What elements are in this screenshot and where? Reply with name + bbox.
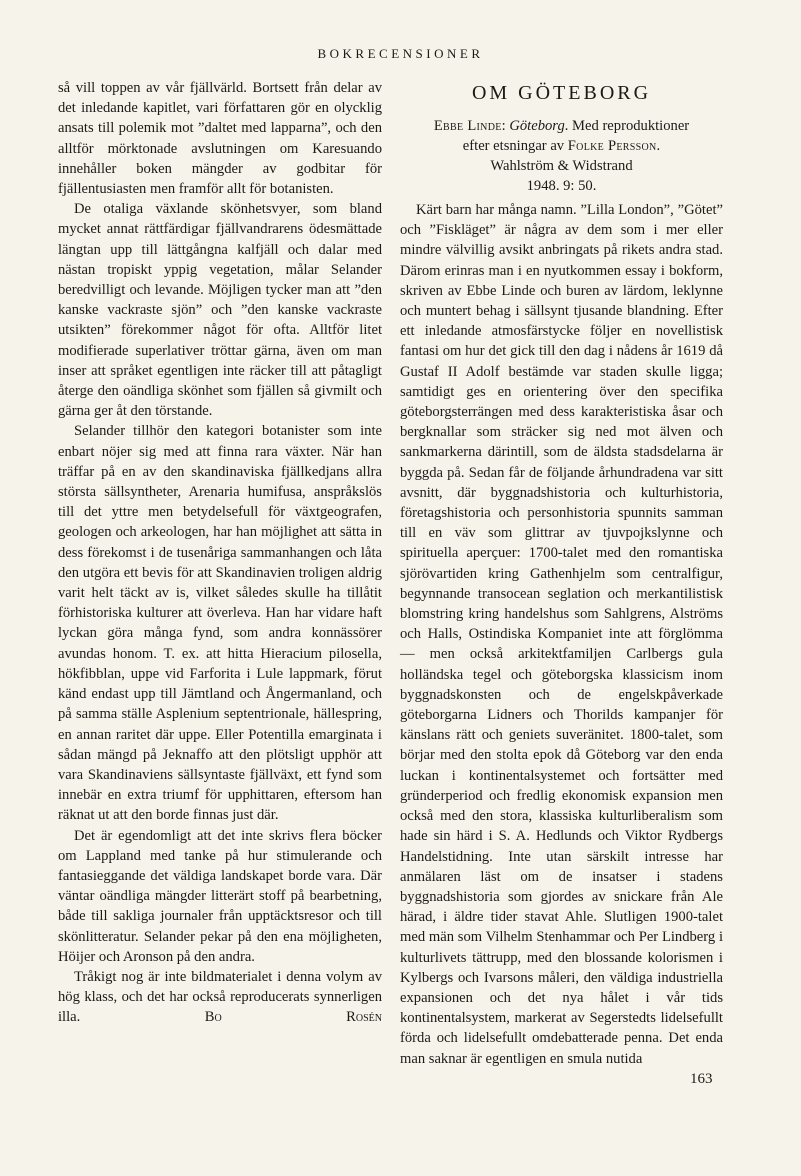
citation-author: Ebbe Linde: [433, 118, 502, 134]
citation-publisher: Wahlström & Widstrand: [490, 158, 633, 174]
citation-line1: . Med reproduktioner: [564, 118, 690, 134]
citation-artist: Folke Persson: [567, 138, 657, 154]
right-column: [400, 78, 723, 1069]
review-paragraph: så vill toppen av vår fjällvärld. Bortsett från delar av det inledande kapitlet, vari författaren gör en olycklig ansats till polemik mot ”daltet med lapparna”, och den alltför mörktonade avslutningen om Karesuando innehåller boken mängder av godbitar för fjällentusiasten men framför allt för botanisten.: [58, 80, 382, 198]
citation-book-title: Göteborg: [509, 118, 565, 134]
review-paragraph: De otaliga växlande skönhetsvyer, som bland mycket annat rättfärdigar fjällvandrarens ödesmättade längtan upp till lättgångna kalfjäll och dalar med nästan tropiskt yppig vegetation, målar Selander beredvilligt och levande. Möjligen tycker man att ”den kanske vackraste sjön” och ”den kanske vackraste utsikten” förekommer något för ofta. Alltför litet modifierade superlativer tröttar gärna, även om man inser att språket egentligen inte räcker till att påtagligt återge den oändliga skönhet som fjällen så givmilt och gärna ger åt den törstande.: [58, 201, 382, 420]
running-head: BOKRECENSIONER: [317, 46, 484, 61]
book-citation: Ebbe Linde: Göteborg. Med reproduktioner efter etsningar av Folke Persson. Wahlström & Widstrand 1948. 9: 50.: [433, 118, 690, 194]
citation-year-price: 1948. 9: 50.: [526, 178, 597, 194]
review-paragraph: Det är egendomligt att det inte skrivs flera böcker om Lappland med tanke på hur stimulerande och fantasieggande det väldiga landskapet borde vara. Där väntar oändliga mängder litterärt stoff på bearbetning, både till sakliga journaler från upptäcktsresor och till skönlitteratur. Selander pekar på den ena möjligheten, Höijer och Aronson på den andra.: [58, 827, 382, 965]
closing-paragraph: [58, 967, 382, 1028]
page-number: 163: [690, 1071, 713, 1087]
review-title: OM GÖTEBORG: [471, 82, 652, 104]
citation-line2-pre: efter etsningar av: [462, 138, 568, 154]
reviewer-signature: Bo Rosén: [204, 1009, 382, 1026]
closing-text: Tråkigt nog är inte bildmaterialet i denna volym av hög klass, och det har också reproducerats synnerligen illa.: [58, 968, 382, 1026]
left-column: [58, 78, 382, 1028]
review-paragraph: Selander tillhör den kategori botanister som inte enbart nöjer sig med att finna rara växter. När han träffar på en av den skandinaviska fjällkedjans allra största sällsyntheter, Arenaria humifusa, anspråkslös till det yttre men betydelsefull för växtgeografen, geologen och arkeologen, har han möjlighet att sätta in dess förekomst i de tusenåriga sammanhangen och låta den utgöra ett bevis för att Skandinavien troligen aldrig varit helt täckt av is, vilket således skulle ha tillåtit förhistoriska kulturer att överleva. Han har vidare haft lyckan göra många fynd, som andra konnässörer avundas honom. T. ex. att hitta Hieracium pilosella, hökfibblan, uppe vid Farforita i Lule lappmark, förut känd endast upp till Jämtland och Ångermanland, och på samma ställe Asplenium septentrionale, hällespring, en annan raritet där uppe. Eller Potentilla emarginata i sådan mängd på Jeknaffo att den plötsligt upphör att vara Skandinaviens sällsyntaste fjällväxt, ett fynd som innebär en extra triumf för upphittaren, eftersom han räknat ut att den borde finnas just där.: [58, 423, 382, 824]
review-body: Kärt barn har många namn. ”Lilla London”, ”Götet” och ”Fiskläget” är några av dem som i mer eller mindre välvillig avsikt anbringats på rikets andra stad. Därom erinras man i en nyutkommen essay i bokform, skriven av Ebbe Linde och buren av lärdom, leklynne och muntert behag i sällsynt tjusande blandning. Efter ett inledande atmosfärstycke följer en novellistisk fantasi om hur det gick till den dag i nådens år 1619 då Gustaf II Adolf bestämde var staden skulle ligga; samtidigt ges en orientering över den specifika göteborgsterrängen med dess karakteristiska åsar och bergknallar som sträcker sig ned mot älven och sankmarkerna därintill, som de äldsta stadsdelarna är byggda på. Sedan får de följande århundradena var sitt avsnitt, där byggnadshistoria och kulturhistoria, företagshistoria och personhistoria spunnits samman till en väv som glittrar av tjuvpojkslynne och spirituella aperçuer: 1700-talet med den romantiska sjörövartiden kring Gathenhjelm som centralfigur, begynnande transocean seglation och merkantilistisk blomstring kring handelshus som Sahlgrens, Alströms och Halls, Ostindiska Kompaniet inte att förglömma — men också arkitektfamiljen Carlbergs gula holländska tegel och göteborgska klassicism inom byggnadskonsten och de engelskpåverkade göteborgarna Lidners och Thorilds kampanjer för känslans rätt och geniets suveränitet. 1800-talet, som börjar med den stolta epok då Göteborg var den enda luckan i kontinentalsystemet och fortsätter med gründerperiod och fredlig ekonomisk expansion men också med den stora, klassiska kulturliberalism som hade sin härd i S. A. Hedlunds och Viktor Rydbergs Handelstidning. Inte utan särskilt intresse har anmälaren läst om de insatser i stadens byggnadshistoria som gjordes av snickare från Ale härad, i äldre tider stavat Ahle. Slutligen 1900-talet med män som Vilhelm Stenhammar och Per Lindberg i kulturlivets tättrupp, med den blossande kolorismen i Kylbergs och Ivarsons måleri, den väldiga industriella expansionen och det nya hålet i vår tids kontinentalsystem, markerat av Segerstedts lidelsefullt förda och lidelsefullt omdebatterade penna. Det enda man saknar är egentligen en smula nutida: [400, 202, 723, 1067]
citation-line2-post: .: [656, 138, 661, 154]
